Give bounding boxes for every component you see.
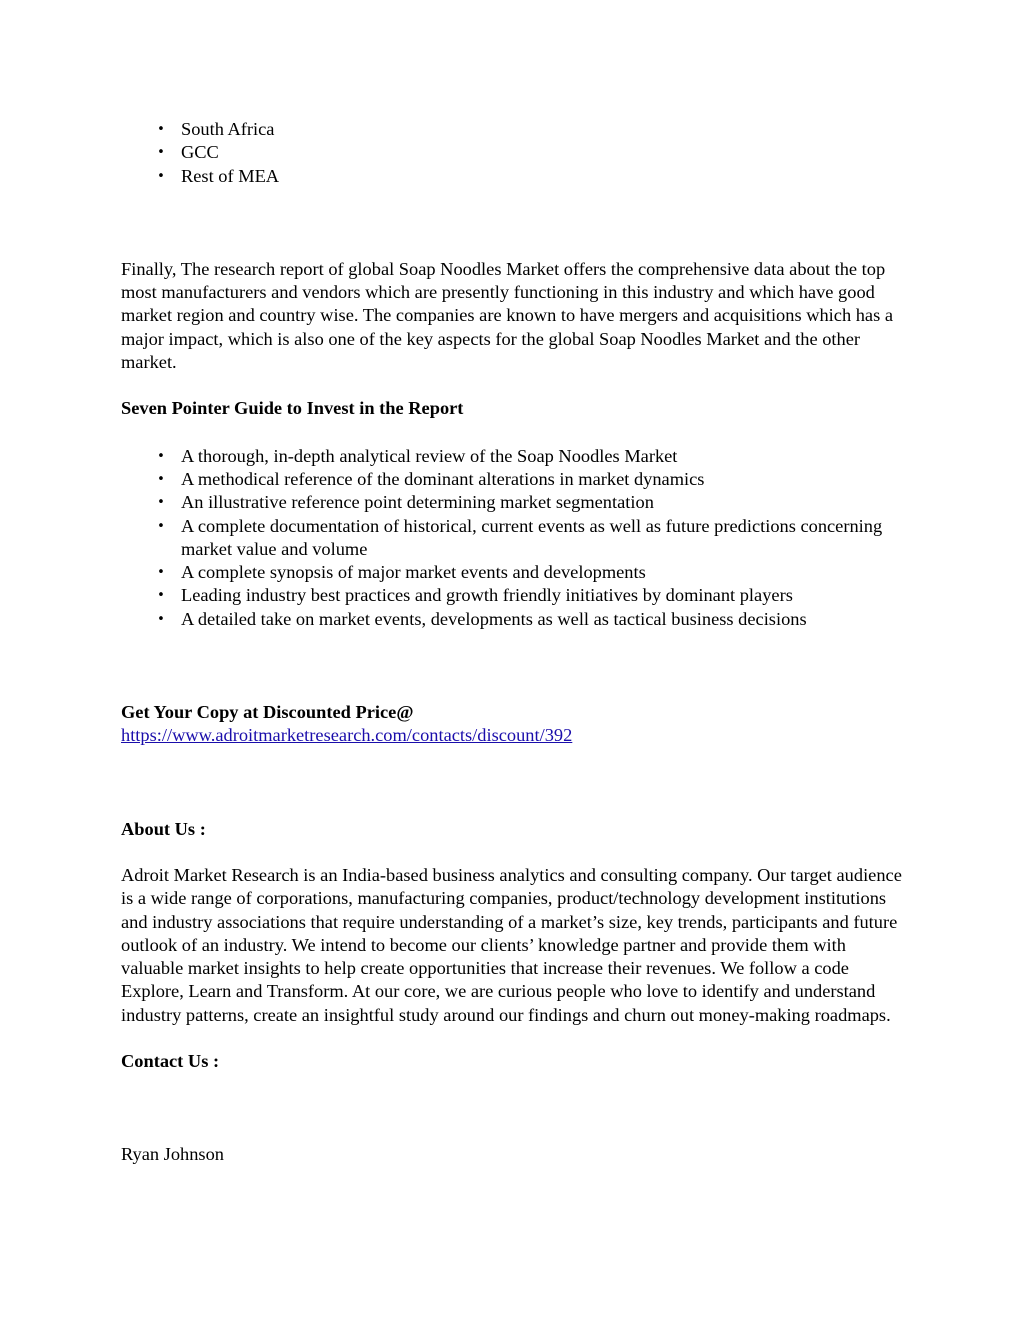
about-paragraph: Adroit Market Research is an India-based business analytics and consulting company. Our target audience is a wide range of corporations, manufacturing companies, product/technology development institutions and industry associations that require understanding of a market’s size, key trends, participants and future outlook of an industry. We intend to become our clients’ knowledge partner and provide them with valuable market insights to help create opportunities that increase their revenues. We follow a code Explore, Learn and Transform. At our core, we are curious people who love to identify and understand industry patterns, create an insightful study around our findings and churn out money-making roadmaps. xyxy=(121,864,902,1025)
bullet-icon: • xyxy=(157,495,165,511)
bullet-icon: • xyxy=(157,611,165,627)
list-item: • South Africa xyxy=(121,118,911,141)
about-heading: About Us : xyxy=(121,818,206,839)
bullet-icon: • xyxy=(157,588,165,604)
bullet-icon: • xyxy=(157,471,165,487)
bullet-icon: • xyxy=(157,448,165,464)
list-item: • A thorough, in-depth analytical review of the Soap Noodles Market xyxy=(121,445,911,468)
intro-paragraph: Finally, The research report of global Soap Noodles Market offers the comprehensive data about the top most manufacturers and vendors which are presently functioning in this industry and which have good market region and country wise. The companies are known to have mergers and acquisitions which has a major impact, which is also one of the key aspects for the global Soap Noodles Market and the other market. xyxy=(121,258,894,373)
contact-name: Ryan Johnson xyxy=(121,1144,224,1165)
list-item: • An illustrative reference point determining market segmentation xyxy=(121,491,911,514)
guide-heading: Seven Pointer Guide to Invest in the Report xyxy=(121,398,464,419)
list-item: • A complete documentation of historical, current events as well as future predictions concerning market value and volume xyxy=(121,515,911,562)
regions-list xyxy=(121,118,911,188)
bullet-icon: • xyxy=(157,168,165,184)
discount-link[interactable]: https://www.adroitmarketresearch.com/contacts/discount/392 xyxy=(121,725,573,746)
list-item: • GCC xyxy=(121,141,911,164)
guide-list xyxy=(121,445,911,631)
list-item: • A methodical reference of the dominant alterations in market dynamics xyxy=(121,468,911,491)
document-body xyxy=(121,118,911,1167)
bullet-icon: • xyxy=(157,145,165,161)
list-item: • A complete synopsis of major market events and developments xyxy=(121,561,911,584)
list-item: • A detailed take on market events, developments as well as tactical business decisions xyxy=(121,608,911,631)
bullet-icon: • xyxy=(157,518,165,534)
discount-heading: Get Your Copy at Discounted Price@ xyxy=(121,702,414,723)
list-item: • Rest of MEA xyxy=(121,165,911,188)
bullet-icon: • xyxy=(157,122,165,137)
list-item: • Leading industry best practices and growth friendly initiatives by dominant players xyxy=(121,584,911,607)
contact-heading: Contact Us : xyxy=(121,1051,220,1072)
bullet-icon: • xyxy=(157,565,165,581)
